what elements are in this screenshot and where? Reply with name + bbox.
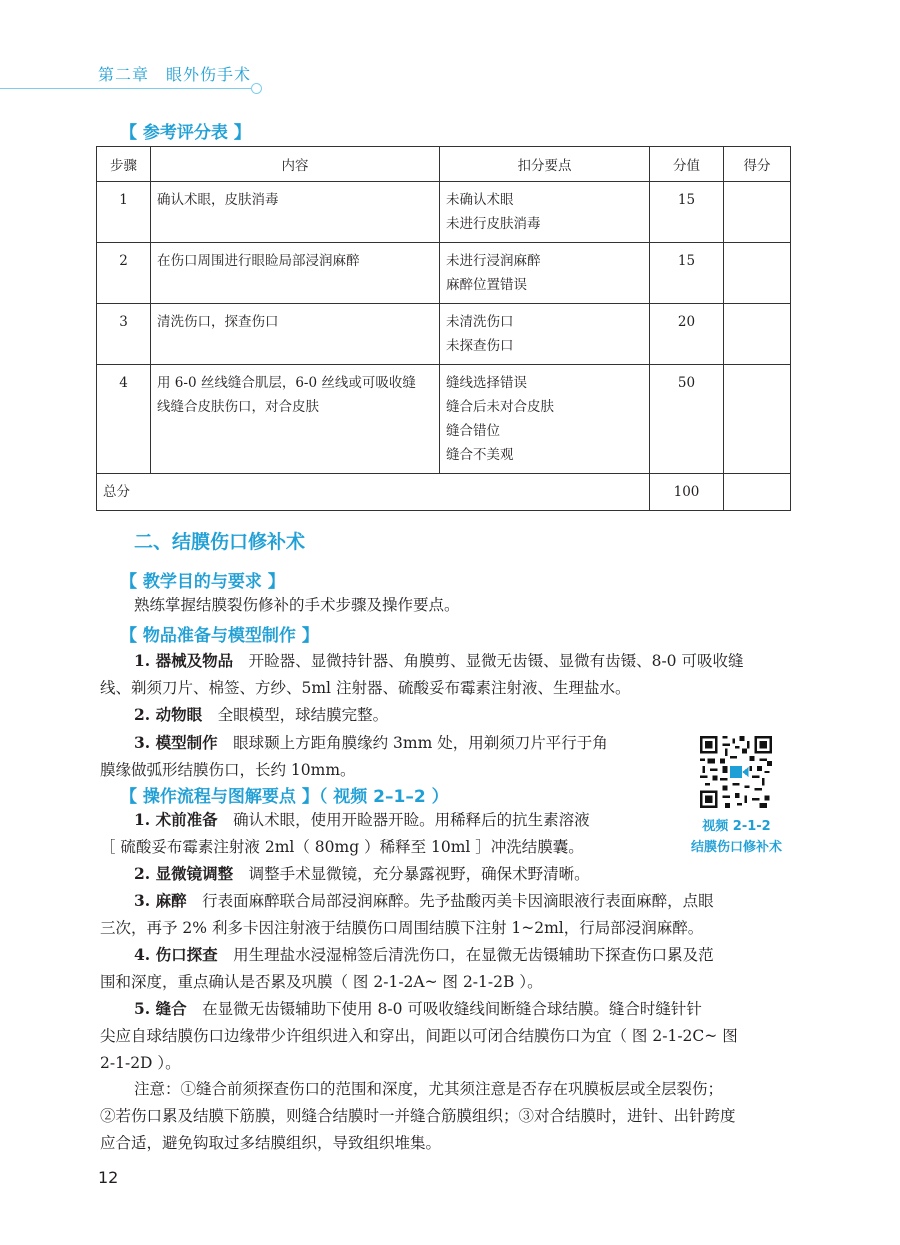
step-microscope bbox=[100, 860, 590, 888]
step-preop bbox=[100, 806, 590, 861]
step-line: 尖应自球结膜伤口边缘带少许组织进入和穿出，间距以可闭合结膜伤口为宜（ 图 2-1-2C~ 图 bbox=[100, 1027, 738, 1045]
step-line: 用生理盐水浸湿棉签后清洗伤口，在显微无齿镊辅助下探查伤口累及范 bbox=[217, 946, 714, 964]
table-row bbox=[97, 243, 791, 304]
running-header: 第二章 眼外伤手术 bbox=[98, 65, 252, 84]
column-header: 分值 bbox=[650, 147, 724, 182]
points-line: 缝合不美观 bbox=[446, 447, 514, 463]
table-total-row bbox=[97, 474, 791, 511]
header-rule-dot bbox=[251, 83, 262, 94]
prep-item-model bbox=[100, 729, 608, 784]
content-cell bbox=[151, 304, 440, 365]
score-cell: 15 bbox=[650, 182, 724, 243]
table-row bbox=[97, 365, 791, 474]
points-line: 未清洗伤口 bbox=[446, 314, 514, 330]
points-line: 缝合后未对合皮肤 bbox=[446, 399, 554, 415]
points-line: 缝线选择错误 bbox=[446, 375, 527, 391]
points-line: 未探查伤口 bbox=[446, 338, 514, 354]
prep-item-animal-eye bbox=[100, 701, 388, 729]
points-cell bbox=[440, 243, 650, 304]
got-cell bbox=[724, 304, 791, 365]
content-line: 确认术眼，皮肤消毒 bbox=[157, 192, 279, 208]
page-number: 12 bbox=[98, 1168, 119, 1187]
step-cell: 3 bbox=[97, 304, 151, 365]
note-line: 应合适，避免钩取过多结膜组织，导致组织堆集。 bbox=[100, 1134, 442, 1152]
prep-item-line: 全眼模型，球结膜完整。 bbox=[202, 706, 389, 724]
header-rule bbox=[0, 88, 252, 89]
purpose-label: 【 教学目的与要求 】 bbox=[120, 572, 285, 592]
step-line: 在显微无齿镊辅助下使用 8-0 可吸收缝线间断缝合球结膜。缝合时缝针针 bbox=[186, 1000, 702, 1018]
points-line: 未进行浸润麻醉 bbox=[446, 253, 541, 269]
got-cell bbox=[724, 365, 791, 474]
step-cell: 4 bbox=[97, 365, 151, 474]
content-line: 清洗伤口，探查伤口 bbox=[157, 314, 279, 330]
step-head: 4. 伤口探查 bbox=[134, 945, 218, 964]
step-anesthesia bbox=[100, 887, 714, 942]
video-camera-icon bbox=[727, 763, 749, 780]
section-title: 二、结膜伤口修补术 bbox=[134, 531, 306, 553]
step-line: 2-1-2D ）。 bbox=[100, 1054, 181, 1072]
prep-label: 【 物品准备与模型制作 】 bbox=[120, 626, 319, 646]
note-line: ②若伤口累及结膜下筋膜，则缝合结膜时一并缝合筋膜组织；③对合结膜时，进针、出针跨度 bbox=[100, 1107, 736, 1125]
content-cell bbox=[151, 243, 440, 304]
content-cell bbox=[151, 365, 440, 474]
content-cell bbox=[151, 182, 440, 243]
score-cell: 20 bbox=[650, 304, 724, 365]
step-head: 2. 显微镜调整 bbox=[134, 864, 234, 883]
column-header: 扣分要点 bbox=[440, 147, 650, 182]
total-score-cell: 100 bbox=[650, 474, 724, 511]
prep-item-head: 1. 器械及物品 bbox=[134, 651, 234, 670]
step-line: ［ 硫酸妥布霉素注射液 2ml（ 80mg ）稀释至 10ml ］冲洗结膜囊。 bbox=[100, 838, 584, 856]
note-line: 注意：①缝合前须探查伤口的范围和深度，尤其须注意是否存在巩膜板层或全层裂伤； bbox=[134, 1080, 724, 1098]
prep-item-instruments bbox=[100, 647, 743, 702]
step-head: 1. 术前准备 bbox=[134, 810, 218, 829]
score-cell: 15 bbox=[650, 243, 724, 304]
total-label-cell: 总分 bbox=[97, 474, 650, 511]
points-cell bbox=[440, 182, 650, 243]
prep-item-line: 线、剃须刀片、棉签、方纱、5ml 注射器、硫酸妥布霉素注射液、生理盐水。 bbox=[100, 679, 631, 697]
score-table bbox=[96, 146, 791, 511]
total-got-cell bbox=[724, 474, 791, 511]
qr-code-icon[interactable] bbox=[700, 736, 772, 808]
prep-item-head: 3. 模型制作 bbox=[134, 733, 218, 752]
step-head: 5. 缝合 bbox=[134, 999, 187, 1018]
content-line: 用 6-0 丝线缝合肌层，6-0 丝线或可吸收缝 bbox=[157, 375, 416, 391]
prep-item-line: 开睑器、显微持针器、角膜剪、显微无齿镊、显微有齿镊、8-0 可吸收缝 bbox=[233, 652, 744, 670]
step-line: 调整手术显微镜，充分暴露视野，确保术野清晰。 bbox=[233, 865, 590, 883]
column-header: 内容 bbox=[151, 147, 440, 182]
prep-item-line: 眼球颞上方距角膜缘约 3mm 处，用剃须刀片平行于角 bbox=[217, 734, 608, 752]
step-exploration bbox=[100, 941, 714, 996]
column-header: 步骤 bbox=[97, 147, 151, 182]
table-header-row bbox=[97, 147, 791, 182]
prep-item-line: 膜缘做弧形结膜伤口，长约 10mm。 bbox=[100, 761, 356, 779]
got-cell bbox=[724, 182, 791, 243]
step-line: 三次，再予 2% 利多卡因注射液于结膜伤口周围结膜下注射 1~2ml，行局部浸润麻醉。 bbox=[100, 919, 704, 937]
content-line: 在伤口周围进行眼睑局部浸润麻醉 bbox=[157, 253, 360, 269]
flow-label: 【 操作流程与图解要点 】（ 视频 2–1–2 ） bbox=[120, 787, 449, 807]
prep-item-head: 2. 动物眼 bbox=[134, 705, 203, 724]
step-cell: 2 bbox=[97, 243, 151, 304]
got-cell bbox=[724, 243, 791, 304]
step-line: 行表面麻醉联合局部浸润麻醉。先予盐酸丙美卡因滴眼液行表面麻醉，点眼 bbox=[186, 892, 714, 910]
points-line: 缝合错位 bbox=[446, 423, 500, 439]
video-caption-number: 视频 2-1-2 bbox=[702, 819, 771, 834]
purpose-text: 熟练掌握结膜裂伤修补的手术步骤及操作要点。 bbox=[134, 596, 460, 614]
column-header: 得分 bbox=[724, 147, 791, 182]
step-line: 确认术眼，使用开睑器开睑。用稀释后的抗生素溶液 bbox=[217, 811, 590, 829]
table-row bbox=[97, 304, 791, 365]
step-line: 围和深度，重点确认是否累及巩膜（ 图 2-1-2A~ 图 2-1-2B ）。 bbox=[100, 973, 543, 991]
video-caption-title: 结膜伤口修补术 bbox=[690, 840, 782, 855]
score-cell: 50 bbox=[650, 365, 724, 474]
score-table-label: 【 参考评分表 】 bbox=[120, 123, 251, 143]
table-row bbox=[97, 182, 791, 243]
note-block bbox=[100, 1076, 736, 1157]
content-line: 线缝合皮肤伤口，对合皮肤 bbox=[157, 399, 319, 415]
step-head: 3. 麻醉 bbox=[134, 891, 187, 910]
points-line: 麻醉位置错误 bbox=[446, 277, 527, 293]
points-line: 未进行皮肤消毒 bbox=[446, 216, 541, 232]
step-cell: 1 bbox=[97, 182, 151, 243]
step-suture bbox=[100, 995, 738, 1077]
points-line: 未确认术眼 bbox=[446, 192, 514, 208]
points-cell bbox=[440, 304, 650, 365]
points-cell bbox=[440, 365, 650, 474]
